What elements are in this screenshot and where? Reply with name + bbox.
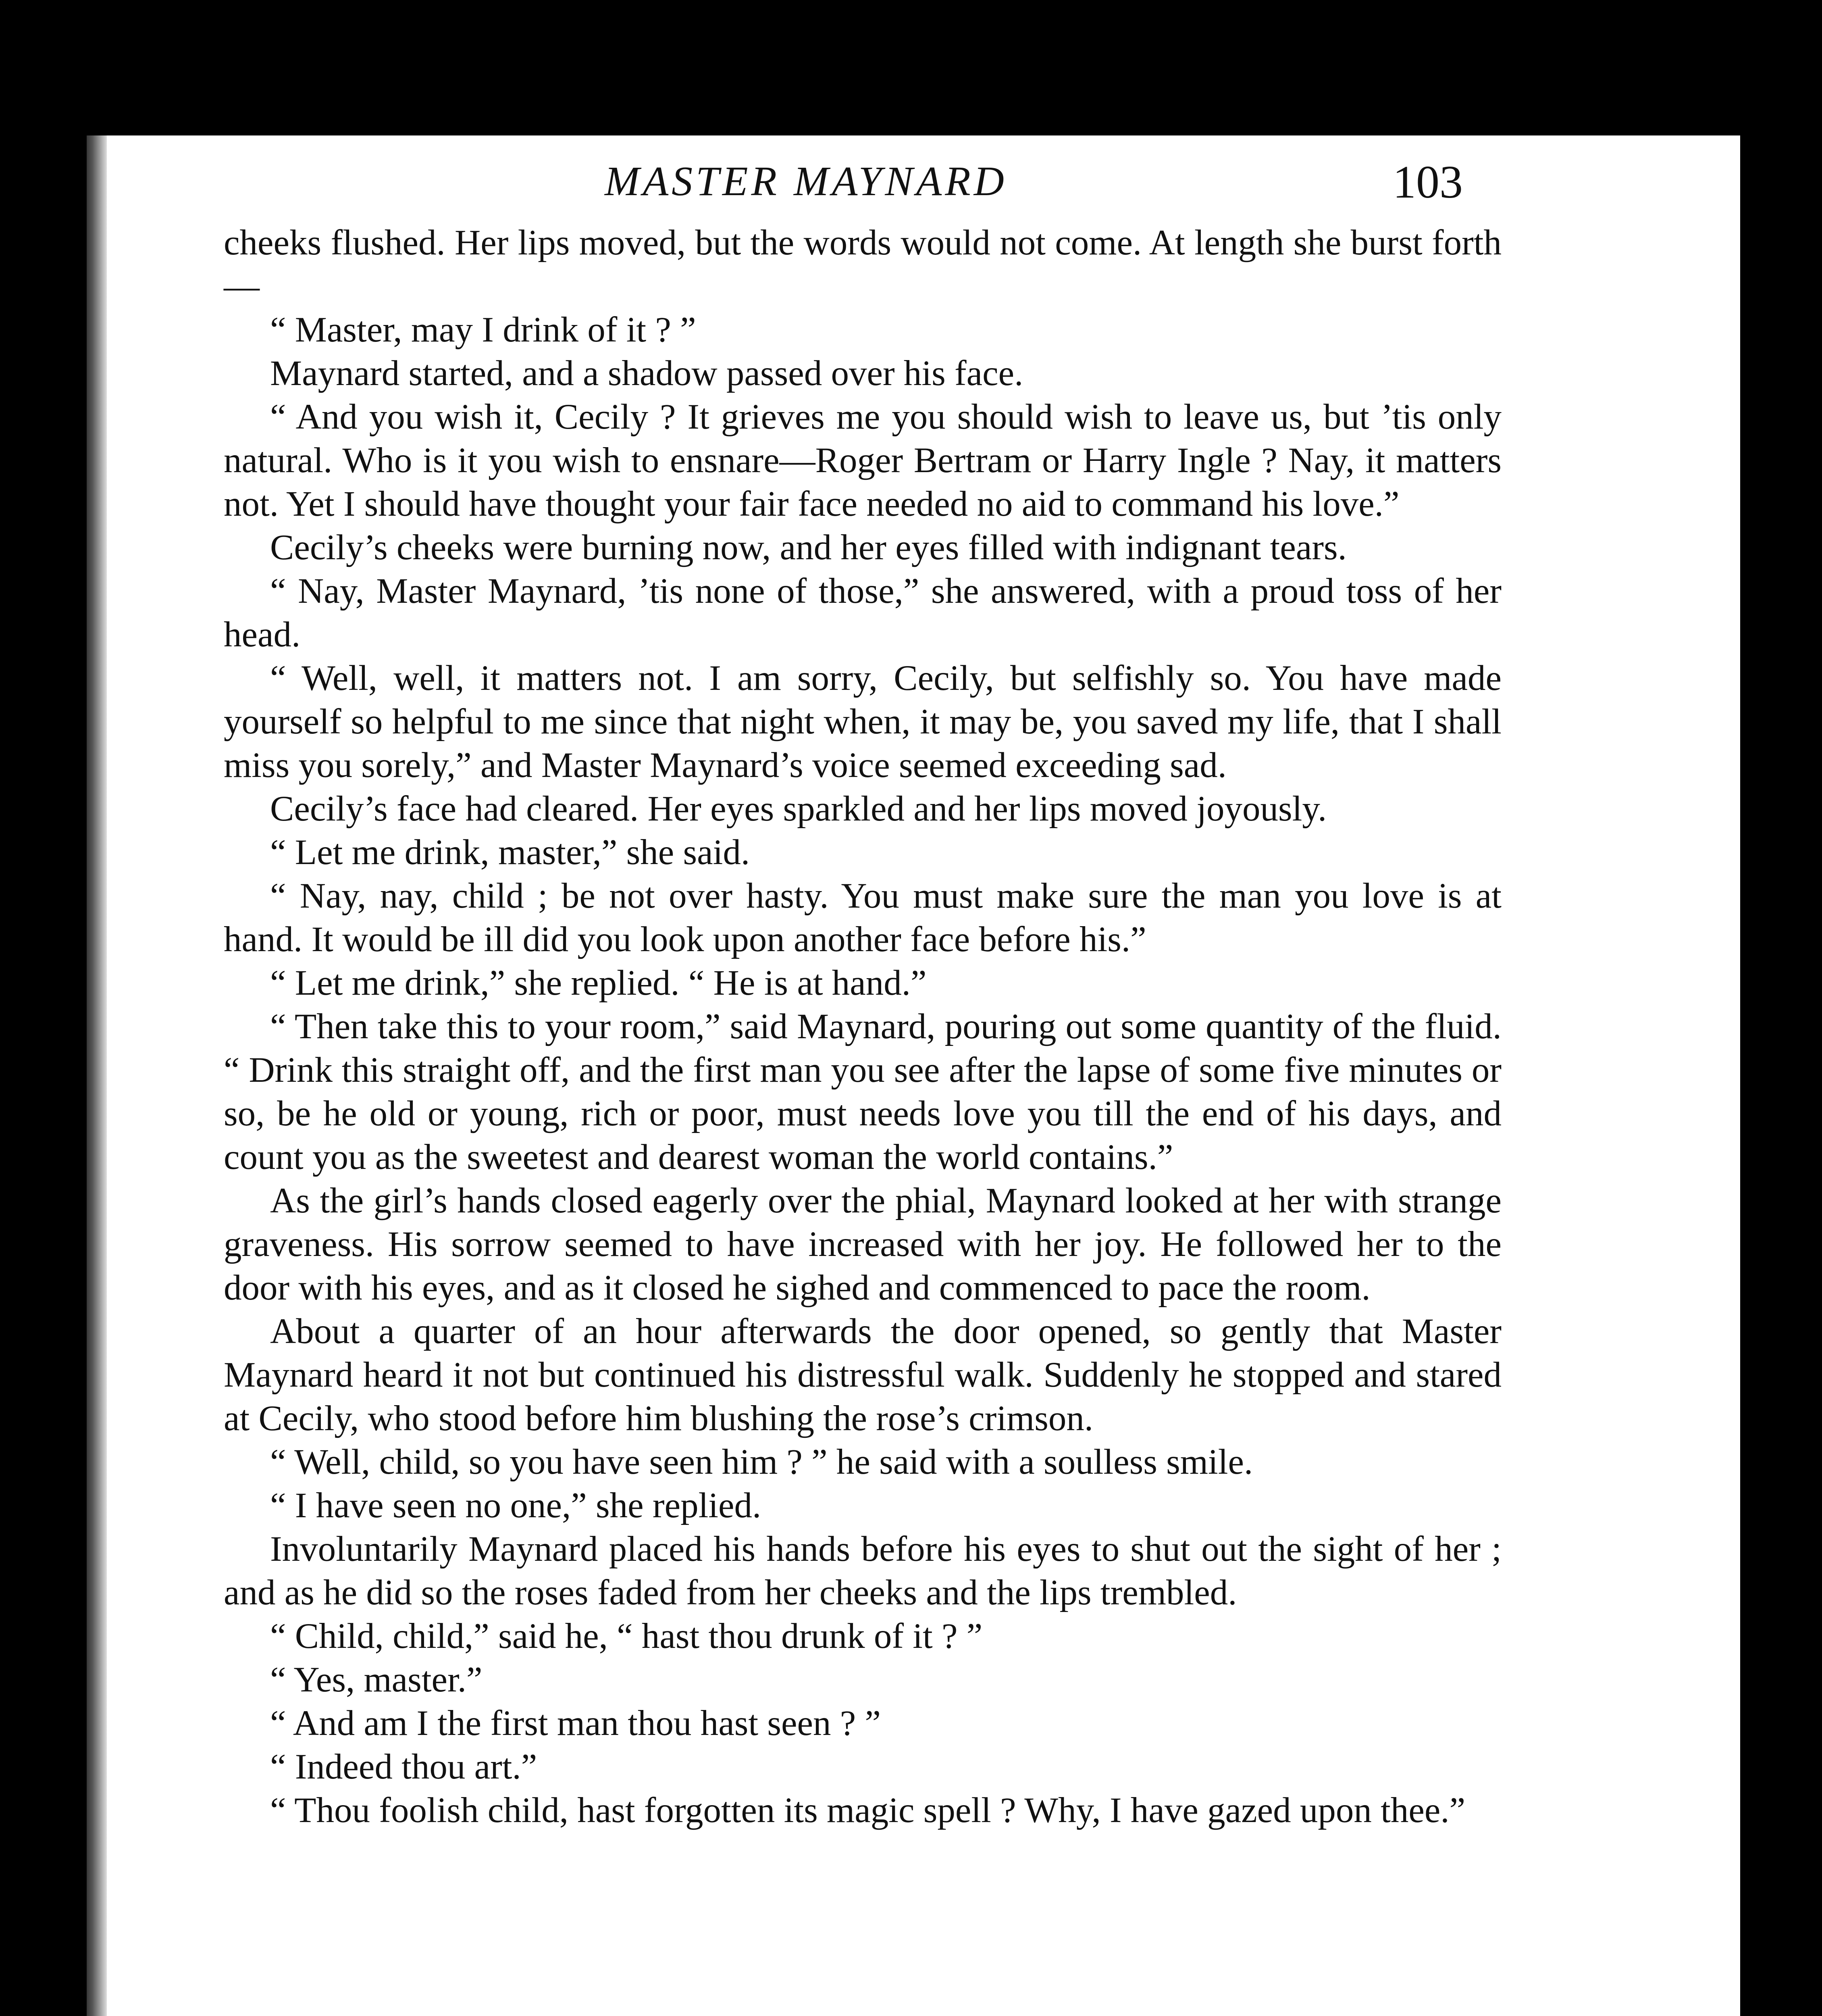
paragraph: “ Let me drink, master,” she said. bbox=[270, 833, 750, 872]
paragraph: “ Yes, master.” bbox=[270, 1660, 483, 1699]
paragraph: “ Nay, nay, child ; be not over hasty. You must make sure the man you love is at hand. It would be ill did you look upon another face before his.” bbox=[224, 876, 1502, 959]
paragraph: Involuntarily Maynard placed his hands before his eyes to shut out the sight of her ; and as he did so the roses faded from her cheeks and the lips trembled. bbox=[224, 1529, 1502, 1612]
paragraph: “ I have seen no one,” she replied. bbox=[270, 1486, 761, 1525]
paragraph: “ Well, child, so you have seen him ? ” he said with a soulless smile. bbox=[270, 1442, 1253, 1482]
running-head: MASTER MAYNARD bbox=[605, 158, 1007, 204]
paragraph: “ Master, may I drink of it ? ” bbox=[270, 310, 696, 350]
paragraph: cheeks flushed. Her lips moved, but the words would not come. At length she burst forth— bbox=[224, 223, 1502, 306]
paragraph: “ Nay, Master Maynard, ’tis none of those,” she answered, with a proud toss of her head. bbox=[224, 571, 1502, 654]
paragraph: “ Then take this to your room,” said Maynard, pouring out some quantity of the fluid. “ Drink this straight off, and the first man you see after the lapse of some five minutes or so, be he old or young, rich or poor, must needs love you till the end of his days, and count you as the sweetest and dearest woman the world contains.” bbox=[224, 1007, 1502, 1177]
paragraph: “ Well, well, it matters not. I am sorry, Cecily, but selfishly so. You have made yourself so helpful to me since that night when, it may be, you saved my life, that I shall miss you sorely,” and Master Maynard’s voice seemed exceeding sad. bbox=[224, 658, 1502, 785]
paragraph: “ Let me drink,” she replied. “ He is at hand.” bbox=[270, 963, 927, 1003]
paragraph: “ And you wish it, Cecily ? It grieves me you should wish to leave us, but ’tis only natural. Who is it you wish to ensnare—Roger Bertram or Harry Ingle ? Nay, it matters not. Yet I should have thought your fair face needed no aid to command his love.” bbox=[224, 397, 1502, 524]
page-gutter-edge bbox=[83, 135, 87, 2016]
page-number: 103 bbox=[1393, 156, 1463, 208]
paragraph: As the girl’s hands closed eagerly over the phial, Maynard looked at her with strange graveness. His sorrow seemed to have increased with her joy. He followed her to the door with his eyes, and as it closed he sighed and commenced to pace the room. bbox=[224, 1181, 1502, 1308]
paragraph: “ Indeed thou art.” bbox=[270, 1747, 537, 1787]
paragraph: Cecily’s face had cleared. Her eyes sparkled and her lips moved joyously. bbox=[270, 789, 1327, 829]
paragraph: “ Child, child,” said he, “ hast thou drunk of it ? ” bbox=[270, 1616, 983, 1656]
paragraph: Maynard started, and a shadow passed over his face. bbox=[270, 354, 1023, 393]
body-text bbox=[224, 221, 1502, 1832]
paragraph: “ Thou foolish child, hast forgotten its magic spell ? Why, I have gazed upon thee.” bbox=[270, 1791, 1466, 1830]
paragraph: “ And am I the first man thou hast seen ? ” bbox=[270, 1704, 881, 1743]
paragraph: About a quarter of an hour afterwards the door opened, so gently that Master Maynard heard it not but continued his distressful walk. Suddenly he stopped and stared at Cecily, who stood before him blushing the rose’s crimson. bbox=[224, 1312, 1502, 1438]
paragraph: Cecily’s cheeks were burning now, and her eyes filled with indignant tears. bbox=[270, 528, 1347, 567]
